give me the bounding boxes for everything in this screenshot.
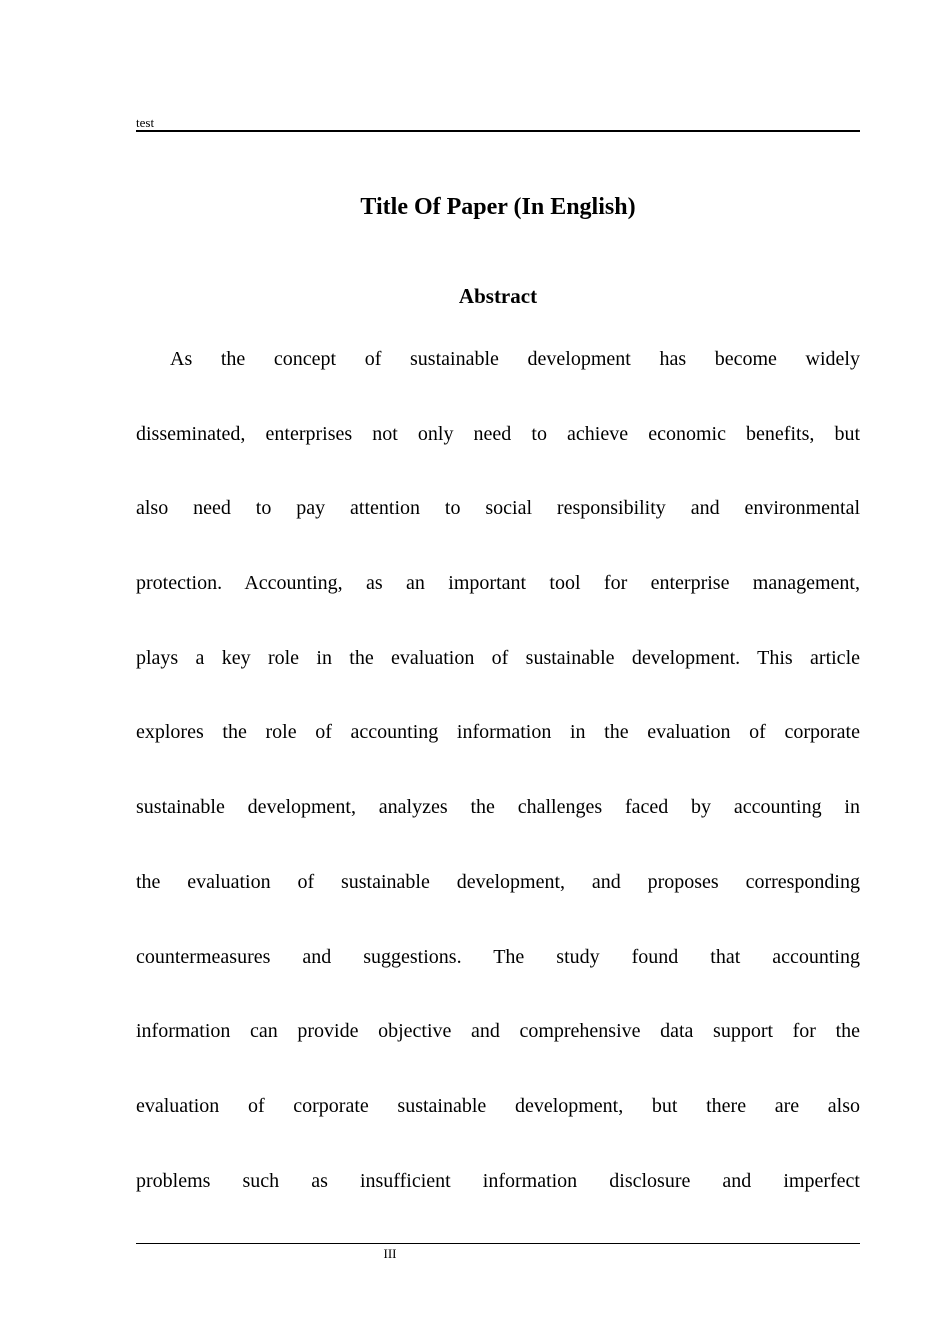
abstract-line: protection. Accounting, as an important tool for enterprise management, [136,572,860,595]
abstract-line: information can provide objective and comprehensive data support for the [136,1020,860,1043]
footer-rule [136,1243,860,1244]
page-number: III [383,1246,397,1261]
abstract-line: explores the role of accounting information in the evaluation of corporate [136,721,860,744]
abstract-heading: Abstract [458,284,538,308]
running-header: test [136,115,155,130]
abstract-line: problems such as insufficient information disclosure and imperfect [136,1169,860,1192]
abstract-line: countermeasures and suggestions. The study found that accounting [136,945,860,968]
abstract-body [136,342,860,1238]
abstract-line: disseminated, enterprises not only need to achieve economic benefits, but [136,422,860,445]
abstract-line: evaluation of corporate sustainable development, but there are also [136,1094,860,1117]
abstract-line: plays a key role in the evaluation of sustainable development. This article [136,646,860,669]
abstract-line: also need to pay attention to social responsibility and environmental [136,497,860,520]
abstract-line: the evaluation of sustainable development, and proposes corresponding [136,870,860,893]
paper-title: Title Of Paper (In English) [360,194,636,220]
abstract-line: As the concept of sustainable development has become widely [170,348,860,370]
abstract-line: sustainable development, analyzes the challenges faced by accounting in [136,796,860,819]
header-rule [136,130,860,132]
